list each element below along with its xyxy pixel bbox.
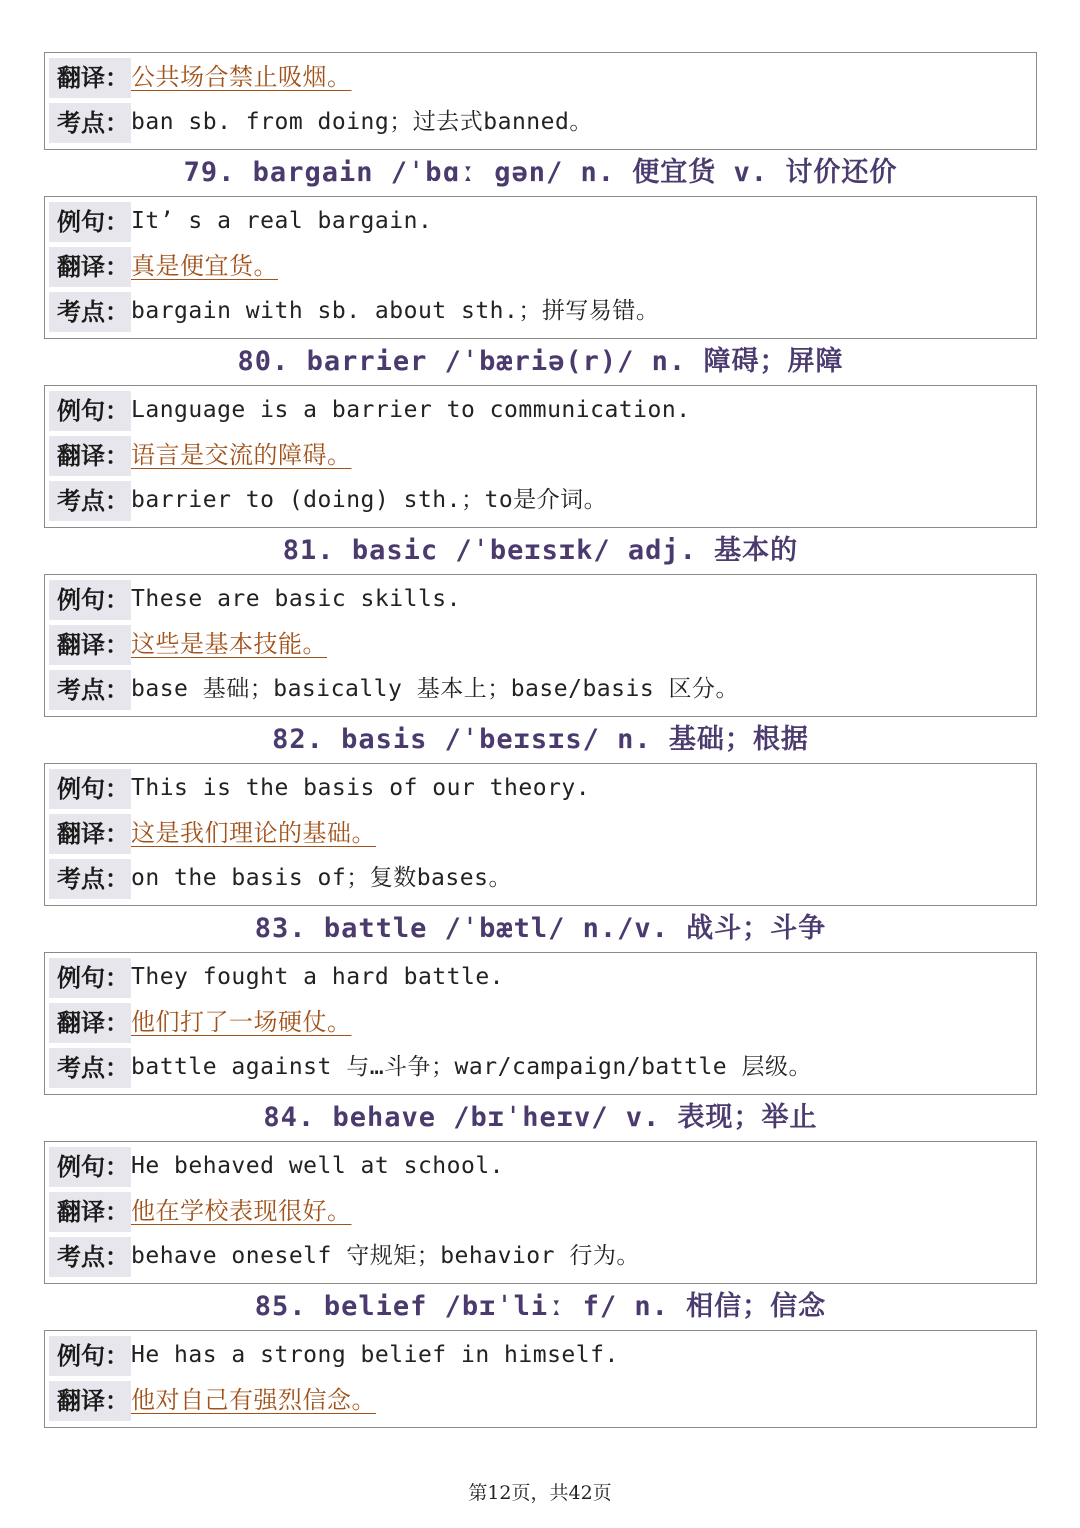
example-label: 例句： (49, 202, 131, 242)
point-label: 考点： (49, 1048, 131, 1088)
example-row (45, 577, 1036, 622)
entry-84-box (44, 1141, 1037, 1284)
point-row (45, 100, 1036, 145)
word-heading-84: 84. behave /bɪˈheɪv/ v. 表现；举止 (263, 1102, 818, 1133)
translation-label: 翻译： (49, 436, 131, 476)
point-label: 考点： (49, 103, 131, 143)
point-text: on the basis of；复数bases。 (131, 865, 512, 891)
point-label: 考点： (49, 859, 131, 899)
example-text: These are basic skills. (131, 586, 461, 612)
translation-row (45, 1189, 1036, 1234)
entry-78-box (44, 52, 1037, 150)
word-heading-80: 80. barrier /ˈbæriə(r)/ n. 障碍；屏障 (237, 346, 844, 377)
point-text: ban sb. from doing；过去式banned。 (131, 109, 593, 135)
example-text: This is the basis of our theory. (131, 775, 591, 801)
word-heading-85: 85. belief /bɪˈliː f/ n. 相信；信念 (254, 1291, 827, 1322)
translation-text: 他对自己有强烈信念。 (131, 1386, 376, 1414)
translation-label: 翻译： (49, 247, 131, 287)
translation-text: 这是我们理论的基础。 (131, 819, 376, 847)
entry-81-box (44, 574, 1037, 717)
example-label: 例句： (49, 769, 131, 809)
page-number: 第12页，共42页 (468, 1482, 612, 1504)
point-row (45, 1045, 1036, 1090)
translation-label: 翻译： (49, 58, 131, 98)
translation-row (45, 244, 1036, 289)
example-label: 例句： (49, 1336, 131, 1376)
point-label: 考点： (49, 670, 131, 710)
entry-85-box (44, 1330, 1037, 1428)
point-text: base 基础；basically 基本上；base/basis 区分。 (131, 676, 740, 702)
example-row (45, 1333, 1036, 1378)
example-text: They fought a hard battle. (131, 964, 505, 990)
translation-text: 这些是基本技能。 (131, 630, 327, 658)
translation-text: 真是便宜货。 (131, 252, 278, 280)
example-label: 例句： (49, 958, 131, 998)
example-row (45, 766, 1036, 811)
entry-83-box (44, 952, 1037, 1095)
entry-82-box (44, 763, 1037, 906)
translation-text: 语言是交流的障碍。 (131, 441, 352, 469)
point-row (45, 1234, 1036, 1279)
example-row (45, 388, 1036, 433)
example-label: 例句： (49, 580, 131, 620)
translation-row (45, 1378, 1036, 1423)
point-text: bargain with sb. about sth.；拼写易错。 (131, 298, 660, 324)
point-text: behave oneself 守规矩；behavior 行为。 (131, 1243, 640, 1269)
translation-label: 翻译： (49, 1192, 131, 1232)
translation-label: 翻译： (49, 814, 131, 854)
point-text: battle against 与…斗争；war/campaign/battle 层级。 (131, 1054, 812, 1080)
translation-row (45, 622, 1036, 667)
point-label: 考点： (49, 481, 131, 521)
translation-text: 公共场合禁止吸烟。 (131, 63, 352, 91)
translation-row (45, 55, 1036, 100)
translation-label: 翻译： (49, 625, 131, 665)
point-row (45, 856, 1036, 901)
point-label: 考点： (49, 1237, 131, 1277)
entry-80-box (44, 385, 1037, 528)
example-label: 例句： (49, 391, 131, 431)
point-row (45, 289, 1036, 334)
example-row (45, 955, 1036, 1000)
example-text: Language is a barrier to communication. (131, 397, 691, 423)
point-label: 考点： (49, 292, 131, 332)
point-text: barrier to (doing) sth.；to是介词。 (131, 487, 608, 513)
translation-label: 翻译： (49, 1003, 131, 1043)
word-heading-83: 83. battle /ˈbætl/ n./v. 战斗；斗争 (254, 913, 827, 944)
word-heading-81: 81. basic /ˈbeɪsɪk/ adj. 基本的 (282, 535, 799, 566)
translation-row (45, 811, 1036, 856)
translation-text: 他们打了一场硬仗。 (131, 1008, 352, 1036)
translation-row (45, 433, 1036, 478)
example-label: 例句： (49, 1147, 131, 1187)
point-row (45, 667, 1036, 712)
example-text: He has a strong belief in himself. (131, 1342, 619, 1368)
example-row (45, 1144, 1036, 1189)
example-text: It’ s a real bargain. (131, 208, 433, 234)
translation-text: 他在学校表现很好。 (131, 1197, 352, 1225)
word-heading-79: 79. bargain /ˈbɑː gən/ n. 便宜货 v. 讨价还价 (183, 157, 898, 188)
point-row (45, 478, 1036, 523)
example-text: He behaved well at school. (131, 1153, 505, 1179)
word-heading-82: 82. basis /ˈbeɪsɪs/ n. 基础；根据 (272, 724, 809, 755)
example-row (45, 199, 1036, 244)
translation-label: 翻译： (49, 1381, 131, 1421)
translation-row (45, 1000, 1036, 1045)
entry-79-box (44, 196, 1037, 339)
vocabulary-list (44, 52, 1037, 1428)
